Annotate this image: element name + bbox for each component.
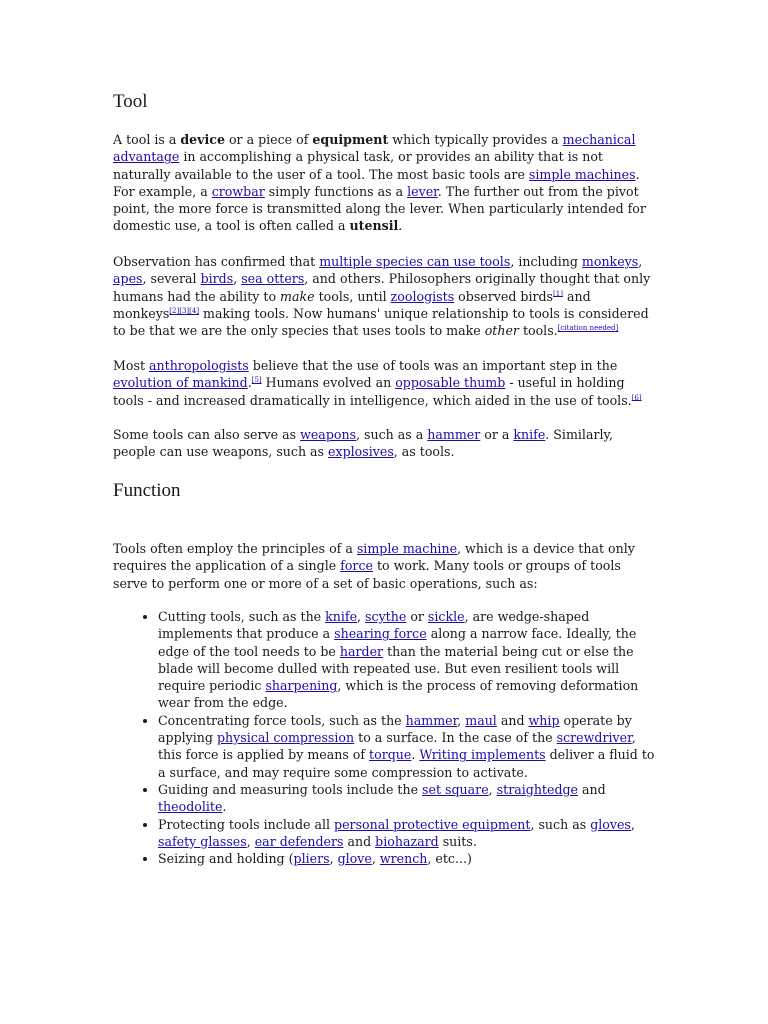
link-shearing-force[interactable]: shearing force bbox=[334, 626, 427, 642]
link-hammer[interactable]: hammer bbox=[427, 427, 481, 442]
text: , and others. Philosophers originally thought that only humans had the ability to bbox=[113, 271, 651, 304]
citation-link[interactable]: [5] bbox=[251, 376, 262, 385]
text: and bbox=[578, 781, 606, 797]
link-hammer[interactable]: hammer bbox=[405, 712, 458, 728]
link-multiple-species[interactable]: multiple species can use tools bbox=[319, 254, 511, 269]
bold-term-device: device bbox=[180, 132, 225, 147]
text: , bbox=[488, 781, 497, 797]
text: , bbox=[357, 609, 366, 624]
link-wrench[interactable]: wrench bbox=[379, 851, 428, 867]
italic-other: other bbox=[484, 323, 519, 339]
text: , such as bbox=[530, 816, 591, 832]
list-item-guiding-measuring bbox=[158, 781, 658, 816]
text: , bbox=[457, 712, 466, 728]
link-harder[interactable]: harder bbox=[339, 643, 384, 659]
observation-paragraph bbox=[113, 253, 658, 339]
text: tools. bbox=[518, 323, 558, 339]
link-biohazard[interactable]: biohazard bbox=[375, 833, 439, 849]
bold-term-equipment: equipment bbox=[312, 132, 389, 147]
text: , including bbox=[510, 254, 582, 269]
text: Cutting tools, such as the bbox=[158, 609, 326, 624]
text: Some tools can also serve as bbox=[113, 427, 301, 442]
text: , this force is applied by means of bbox=[158, 730, 636, 763]
link-maul[interactable]: maul bbox=[465, 712, 497, 728]
link-personal-protective-equipment[interactable]: personal protective equipment bbox=[334, 816, 531, 832]
link-crowbar[interactable]: crowbar bbox=[211, 183, 265, 199]
list-item-seizing-holding bbox=[158, 850, 658, 867]
link-glove[interactable]: glove bbox=[337, 851, 372, 867]
text: Protecting tools include all bbox=[158, 816, 335, 832]
text: Humans evolved an bbox=[261, 375, 396, 391]
text: , etc...) bbox=[427, 851, 472, 867]
text: , bbox=[329, 851, 338, 867]
text: . bbox=[411, 747, 420, 763]
link-sea-otters[interactable]: sea otters bbox=[241, 271, 305, 287]
link-force[interactable]: force bbox=[340, 558, 373, 574]
link-evolution-of-mankind[interactable]: evolution of mankind bbox=[113, 375, 248, 391]
text: or a piece of bbox=[224, 132, 313, 147]
list-item-cutting bbox=[158, 608, 658, 712]
link-monkeys[interactable]: monkeys bbox=[581, 254, 639, 269]
list-item-concentrating-force bbox=[158, 712, 658, 781]
intro-paragraph bbox=[113, 131, 658, 235]
link-writing-implements[interactable]: Writing implements bbox=[419, 747, 546, 763]
link-simple-machine[interactable]: simple machine bbox=[356, 541, 458, 556]
text: . bbox=[398, 218, 403, 234]
text: , which is a device that only requires the application of a single bbox=[113, 541, 635, 574]
text: Tools often employ the principles of a bbox=[113, 541, 357, 556]
link-sickle[interactable]: sickle bbox=[427, 609, 465, 624]
text: and bbox=[496, 712, 529, 728]
text: suits. bbox=[438, 833, 477, 849]
italic-make: make bbox=[280, 288, 315, 304]
text: or bbox=[406, 609, 428, 624]
link-ear-defenders[interactable]: ear defenders bbox=[254, 833, 344, 849]
text: , bbox=[638, 254, 643, 269]
link-lever[interactable]: lever bbox=[407, 183, 438, 199]
citation-link[interactable]: [6] bbox=[631, 393, 642, 402]
text: , bbox=[371, 851, 380, 867]
text: believe that the use of tools was an important step in the bbox=[248, 358, 618, 373]
link-apes[interactable]: apes bbox=[113, 271, 143, 287]
link-explosives[interactable]: explosives bbox=[328, 444, 394, 460]
text: , as tools. bbox=[393, 444, 455, 460]
text: Most bbox=[113, 358, 150, 373]
text: . bbox=[247, 375, 252, 391]
link-set-square[interactable]: set square bbox=[422, 781, 489, 797]
anthropology-paragraph bbox=[113, 357, 658, 409]
link-opposable-thumb[interactable]: opposable thumb bbox=[395, 375, 506, 391]
link-zoologists[interactable]: zoologists bbox=[390, 288, 455, 304]
link-straightedge[interactable]: straightedge bbox=[496, 781, 579, 797]
text: Observation has confirmed that bbox=[113, 254, 320, 269]
tool-operations-list bbox=[113, 608, 658, 867]
text: or a bbox=[480, 427, 514, 442]
text: , bbox=[233, 271, 242, 287]
text: making tools. Now humans' unique relationship to tools is considered to be that we are the only species that uses tools to make bbox=[113, 305, 649, 339]
text: Seizing and holding ( bbox=[158, 851, 294, 867]
text: . For example, a bbox=[113, 166, 640, 199]
text: in accomplishing a physical task, or provides an ability that is not naturally available to the user of a tool. The most basic tools are bbox=[113, 149, 603, 182]
text: to a surface. In the case of the bbox=[354, 730, 557, 746]
link-knife[interactable]: knife bbox=[513, 427, 546, 442]
text: to work. Many tools or groups of tools serve to perform one or more of a set of basic operations, such as: bbox=[113, 558, 621, 591]
link-weapons[interactable]: weapons bbox=[300, 427, 357, 442]
link-sharpening[interactable]: sharpening bbox=[265, 678, 338, 694]
link-birds[interactable]: birds bbox=[200, 271, 234, 287]
text: Guiding and measuring tools include the bbox=[158, 781, 423, 797]
link-pliers[interactable]: pliers bbox=[293, 851, 330, 867]
link-safety-glasses[interactable]: safety glasses bbox=[158, 833, 247, 849]
bold-term-utensil: utensil bbox=[349, 218, 399, 234]
text: deliver a fluid to a surface, and may require some compression to activate. bbox=[158, 747, 655, 780]
text: - useful in holding tools - and increased dramatically in intelligence, which aided in the use of tools. bbox=[113, 375, 632, 408]
text: along a narrow face. Ideally, the edge of the tool needs to be bbox=[158, 626, 637, 659]
function-paragraph bbox=[113, 540, 658, 592]
link-physical-compression[interactable]: physical compression bbox=[216, 730, 355, 746]
text: , such as a bbox=[356, 427, 428, 442]
text: Concentrating force tools, such as the bbox=[158, 712, 406, 728]
link-mechanical-advantage[interactable]: mechanical advantage bbox=[113, 132, 636, 165]
text: which typically provides a bbox=[388, 132, 563, 147]
text: operate by applying bbox=[158, 712, 632, 746]
text: , bbox=[630, 816, 635, 832]
text: simply functions as a bbox=[264, 183, 408, 199]
weapons-paragraph bbox=[113, 426, 658, 461]
link-theodolite[interactable]: theodolite bbox=[158, 799, 223, 815]
text: than the material being cut or else the blade will become dulled with repeated use. But even resilient tools will require periodic bbox=[158, 643, 634, 694]
text: , which is the process of removing deformation wear from the edge. bbox=[158, 678, 639, 711]
link-torque[interactable]: torque bbox=[369, 747, 412, 763]
link-gloves[interactable]: gloves bbox=[590, 816, 631, 832]
text: . bbox=[222, 799, 227, 815]
text: , are wedge-shaped implements that produce a bbox=[158, 609, 590, 642]
list-item-protecting bbox=[158, 816, 658, 851]
link-scythe[interactable]: scythe bbox=[365, 609, 407, 624]
text: and bbox=[343, 833, 376, 849]
link-screwdriver[interactable]: screwdriver bbox=[556, 730, 632, 746]
text: . Similarly, people can use weapons, such as bbox=[113, 427, 613, 460]
citation-link[interactable]: [1] bbox=[553, 289, 563, 298]
section-heading-function: Function bbox=[113, 480, 181, 501]
citation-needed-link[interactable]: [citation needed] bbox=[557, 324, 619, 332]
page-title: Tool bbox=[113, 91, 148, 112]
text: , bbox=[246, 833, 255, 849]
text: A tool is a bbox=[113, 132, 181, 147]
text: observed birds bbox=[454, 288, 554, 304]
link-anthropologists[interactable]: anthropologists bbox=[149, 358, 249, 373]
text: and monkeys bbox=[113, 288, 591, 321]
text: tools, until bbox=[314, 288, 391, 304]
text: , several bbox=[142, 271, 201, 287]
citation-link[interactable]: [2][3][4] bbox=[169, 306, 200, 315]
link-knife[interactable]: knife bbox=[325, 609, 358, 624]
link-whip[interactable]: whip bbox=[528, 712, 560, 728]
text: . The further out from the pivot point, the more force is transmitted along the lever. When particularly intended for domestic use, a tool is often called a bbox=[113, 183, 646, 234]
link-simple-machines[interactable]: simple machines bbox=[528, 166, 636, 182]
